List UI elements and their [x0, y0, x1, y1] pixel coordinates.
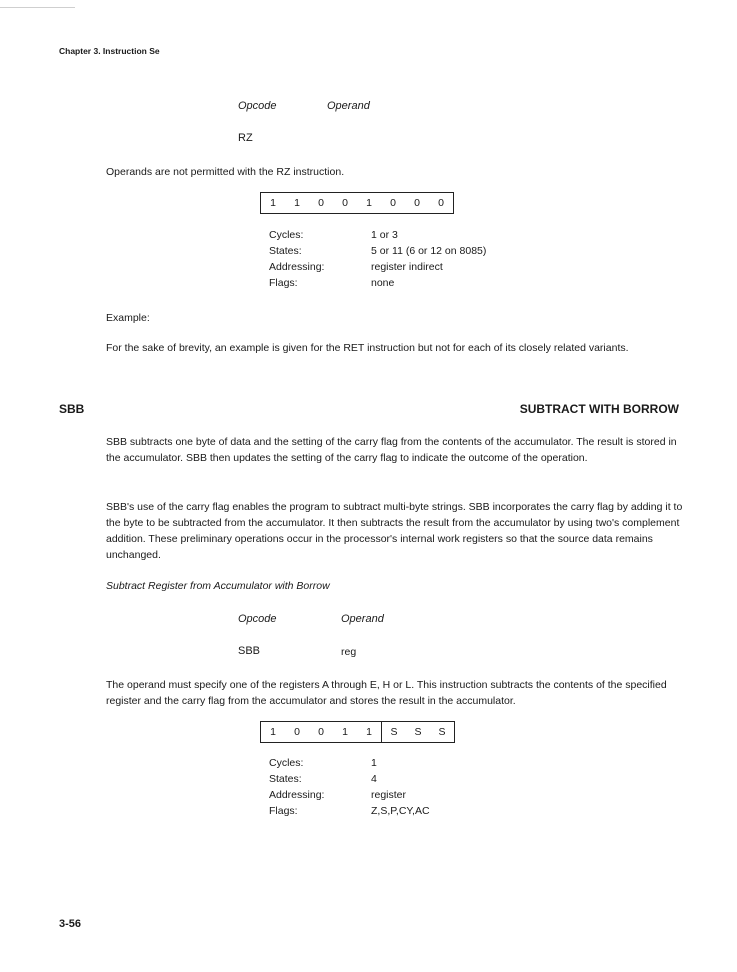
prop-label: Cycles: [269, 757, 304, 769]
bit-cell: 1 [294, 197, 300, 209]
bit-cell: 1 [366, 726, 372, 738]
rz-operand-note: Operands are not permitted with the RZ instruction. [106, 166, 345, 178]
prop-value: register [371, 789, 407, 801]
bit-cell: 0 [438, 197, 444, 209]
bit-cell: 1 [270, 197, 276, 209]
register-bit-cell: S [381, 722, 406, 742]
rz-opcode-label: Opcode [238, 100, 277, 112]
example-label: Example: [106, 312, 150, 324]
sbb-title-heading: SUBTRACT WITH BORROW [519, 402, 679, 416]
prop-value: 5 or 11 (6 or 12 on 8085) [371, 245, 487, 257]
rz-opcode-bit-box [260, 192, 454, 214]
prop-value: 1 or 3 [371, 229, 398, 241]
bit-cell: 1 [366, 197, 372, 209]
prop-label: States: [269, 773, 302, 785]
sbb-para-2: SBB's use of the carry flag enables the program to subtract multi-byte strings. SBB incorporates the carry flag by adding it to the byte to be subtracted from the accumulator. It then subtracts the result from the accumulator by using two's complement addition. These preliminary operations occur in the processor's internal work registers so that the source data remains unchanged. [106, 501, 683, 561]
chapter-header: Chapter 3. Instruction Se [59, 46, 160, 56]
prop-label: Flags: [269, 805, 298, 817]
page-number: 3-56 [59, 918, 82, 930]
prop-label: Cycles: [269, 229, 304, 241]
sbb-operand: reg [341, 646, 357, 658]
rz-opcode: RZ [238, 132, 253, 144]
bit-cell: 0 [318, 726, 324, 738]
bit-cell: 0 [318, 197, 324, 209]
bit-cell: 0 [414, 197, 420, 209]
sbb-opcode: SBB [238, 645, 261, 657]
prop-label: Addressing: [269, 261, 325, 273]
sbb-mnemonic-heading: SBB [59, 402, 85, 416]
scan-edge-line [0, 7, 75, 8]
register-bit-cell: S [438, 726, 446, 738]
prop-label: Flags: [269, 277, 298, 289]
bit-cell: 0 [342, 197, 348, 209]
prop-label: States: [269, 245, 302, 257]
register-bit-cell: S [414, 726, 422, 738]
bit-cell: 0 [294, 726, 300, 738]
sbb-para-1: SBB subtracts one byte of data and the setting of the carry flag from the contents of the accumulator. The result is stored in the accumulator. SBB then updates the setting of the carry flag to indicate the outcome of the operation. [106, 436, 677, 464]
sbb-opcode-bit-box [260, 721, 455, 743]
rz-operand-label: Operand [327, 100, 370, 112]
bit-cell: 1 [342, 726, 348, 738]
sbb-opcode-label: Opcode [238, 613, 277, 625]
bit-cell: 0 [390, 197, 396, 209]
sbb-operand-label: Operand [341, 613, 384, 625]
sbb-operand-note: The operand must specify one of the registers A through E, H or L. This instruction subtracts the contents of the specified register and the carry flag from the accumulator and stores the result in the accumulator. [106, 679, 667, 707]
prop-label: Addressing: [269, 789, 325, 801]
prop-value: 4 [371, 773, 377, 785]
prop-value: none [371, 277, 395, 289]
sbb-subheading: Subtract Register from Accumulator with Borrow [106, 580, 330, 592]
prop-value: Z,S,P,CY,AC [371, 805, 430, 817]
example-text: For the sake of brevity, an example is given for the RET instruction but not for each of its closely related variants. [106, 342, 629, 354]
prop-value: 1 [371, 757, 377, 769]
bit-cell: 1 [270, 726, 276, 738]
prop-value: register indirect [371, 261, 443, 273]
